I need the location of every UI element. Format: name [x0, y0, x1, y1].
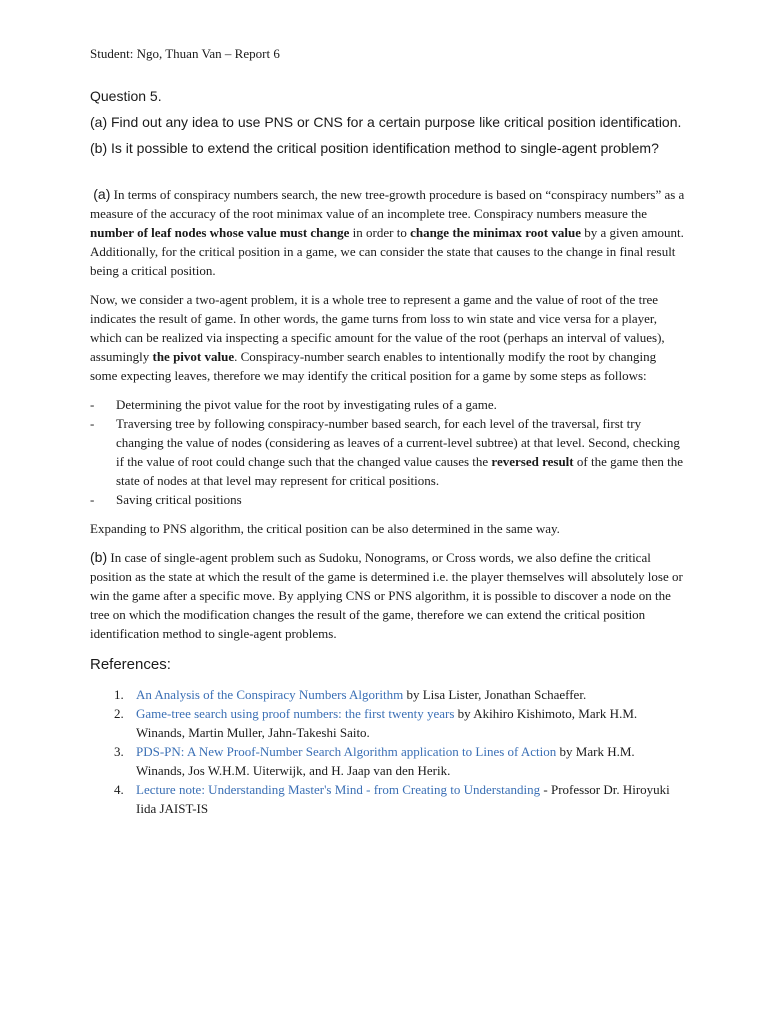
references-title: References: — [90, 656, 171, 673]
answer-a-marker: (a) — [93, 186, 111, 202]
answer-a-p1-bold-2: change the minimax root value — [410, 225, 581, 240]
answer-a-p2-text-1: Now, we consider a two-agent problem, it is a whole tree to represent a game and the value of root of the tree indicates the result of game. In other words, the game turns from loss to win state and vice versa for a player, which can be realized via inspecting a specific amount for the value of the root (perhaps an interval of values), assumingly — [90, 292, 665, 364]
reference-details: by Lisa Lister, Jonathan Schaeffer. — [403, 687, 587, 702]
dash-bullet: - — [90, 492, 95, 507]
question-title: Question 5. — [90, 88, 162, 104]
reference-number: 2. — [114, 706, 124, 721]
list-item — [90, 780, 686, 818]
dash-bullet: - — [90, 397, 95, 412]
step-3-text: Saving critical positions — [116, 492, 242, 507]
reference-details: - Professor Dr. Hiroyuki Iida JAIST-IS — [136, 782, 670, 816]
spacer — [90, 165, 686, 185]
list-item — [90, 742, 686, 780]
answer-b-marker: (b) — [90, 549, 108, 565]
list-item — [90, 704, 686, 742]
dash-bullet: - — [90, 416, 95, 431]
list-item — [90, 490, 686, 509]
answer-a-p1-text-1: In terms of conspiracy numbers search, the new tree-growth procedure is based on “conspiracy numbers” as a measure of the accuracy of the root minimax value of an incomplete tree. Conspiracy numbers measure the — [90, 187, 685, 221]
reference-number: 1. — [114, 687, 124, 702]
references-list — [90, 685, 686, 818]
answer-a-p2-bold-1: the pivot value — [152, 349, 235, 364]
list-item — [90, 414, 686, 490]
steps-list — [90, 395, 686, 509]
list-item — [90, 395, 686, 414]
step-2-bold: reversed result — [491, 454, 574, 469]
reference-link[interactable]: Game-tree search using proof numbers: the first twenty years — [136, 706, 455, 721]
answer-a-paragraph-3: Expanding to PNS algorithm, the critical position can be also determined in the same way. — [90, 521, 560, 536]
answer-a-paragraph-1 — [90, 185, 686, 280]
answer-b-text: In case of single-agent problem such as Sudoku, Nonograms, or Cross words, we also define the critical position as the state at which the result of the game is determined i.e. the player themselves will absolutely lose or win the game after a specific move. By applying CNS or PNS algorithm, it is possible to discover a node on the tree on which the modification changes the result of the game, therefore we can extend the critical position identification method to single-agent problems. — [90, 550, 683, 641]
list-item — [90, 685, 686, 704]
answer-a-p1-text-2: in order to — [349, 225, 411, 240]
step-2-text-2: of the game then the state of nodes at that level may represent for critical positions. — [116, 454, 684, 488]
answer-a-p1-text-3: by a given amount. Additionally, for the critical position in a game, we can consider the state that causes to the change in final result being a critical position. — [90, 225, 684, 278]
reference-details: by Mark H.M. Winands, Jos W.H.M. Uiterwijk, and H. Jaap van den Herik. — [136, 744, 635, 778]
answer-a-p2-text-2: . Conspiracy-number search enables to intentionally modify the root by changing some expecting leaves, therefore we may identify the critical position for a game by some steps as follows: — [90, 349, 657, 383]
question-part-a: (a) Find out any idea to use PNS or CNS for a certain purpose like critical position identification. — [90, 114, 682, 130]
reference-number: 4. — [114, 782, 124, 797]
answer-a-paragraph-2 — [90, 290, 686, 385]
question-part-b: (b) Is it possible to extend the critical position identification method to single-agent problem? — [90, 140, 659, 156]
document-page — [90, 44, 686, 818]
step-2-text-1: Traversing tree by following conspiracy-number based search, for each level of the traversal, first try changing the value of nodes (considering as leaves of a current-level subtree) at that level. Second, checking if the value of root could change such that the changed value causes the — [116, 416, 680, 469]
answer-b-paragraph — [90, 548, 686, 643]
reference-details: by Akihiro Kishimoto, Mark H.M. Winands, Martin Muller, Jahn-Takeshi Saito. — [136, 706, 638, 740]
reference-link[interactable]: Lecture note: Understanding Master's Mind - from Creating to Understanding — [136, 782, 541, 797]
step-1-text: Determining the pivot value for the root by investigating rules of a game. — [116, 397, 497, 412]
answer-a-p1-bold-1: number of leaf nodes whose value must change — [90, 225, 350, 240]
reference-number: 3. — [114, 744, 124, 759]
reference-link[interactable]: An Analysis of the Conspiracy Numbers Algorithm — [136, 687, 404, 702]
reference-link[interactable]: PDS-PN: A New Proof-Number Search Algorithm application to Lines of Action — [136, 744, 557, 759]
student-header: Student: Ngo, Thuan Van – Report 6 — [90, 46, 280, 61]
